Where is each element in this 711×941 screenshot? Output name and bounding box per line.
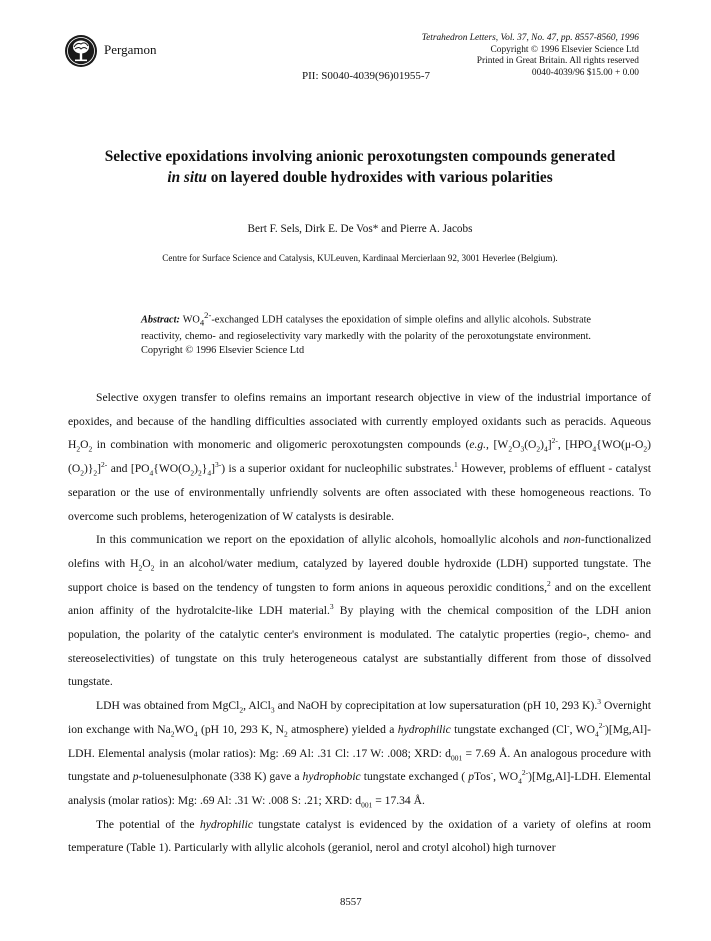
abstract-label: Abstract: xyxy=(141,314,180,326)
paragraph-3: LDH was obtained from MgCl$_2$, AlCl$_3$ and NaOH by coprecipitation at low supersaturation (pH 10, 293 K).$^3$ Overnight ion exchange with $Na_2WO_4$ (pH 10, 293 K, $N_2$ atmosphere) yielded a hydrophilic tungstate exchanged (Cl-, $WO_4^{2-})[Mg,Al]$-LDH. Elemental analysis (molar ratios): Mg: .69 Al: .31 Cl: .17 W: .008; XRD: $d_{001} = 7.69$ Å. An analogous procedure with tungstate and p-toluenesulphonate (338 K) gave a hydrophobic tungstate exchanged ( pTos-, $WO_4^{2-})[Mg,Al]$-LDH. Elemental analysis (molar ratios): Mg: .69 Al: .31 W: .008 S: .21; XRD: $d_{001} = 17.34$ Å. xyxy=(68,697,652,810)
body-text xyxy=(68,386,651,860)
copyright-line: Copyright © 1996 Elsevier Science Ltd xyxy=(490,44,639,55)
journal-info xyxy=(422,33,639,79)
issn-line: 0040-4039/96 $15.00 + 0.00 xyxy=(531,67,639,78)
publisher-name: Pergamon xyxy=(104,42,157,57)
page-number: 8557 xyxy=(340,896,362,908)
affiliation: Centre for Surface Science and Catalysis, KULeuven, Kardinaal Mercierlaan 92, 3001 Heverlee (Belgium). xyxy=(162,253,558,263)
printed-line: Printed in Great Britain. All rights reserved xyxy=(476,56,639,67)
paragraph-2: In this communication we report on the epoxidation of allylic alcohols, homoallylic alcohols and non-functionalized olefins with $H_2O_2$ in an alcohol/water medium, catalyzed by layered double hydroxide (LDH) supported tungstate. The support choice is based on the tendency of tungsten to form anions in aqueous peroxidic conditions,$^2$ and on the excellent anion affinity of the hydrotalcite-like LDH material.$^3$ By playing with the chemical composition of the LDH anion population, the polarity of the catalytic center's environment is modulated. The catalytic properties (regio-, chemo- and stereoselectivities) of tungstate on this truly heterogeneous catalyst are substantially different from those of dissolved tungstate. xyxy=(68,533,652,689)
title-italic-phrase: in situ xyxy=(167,169,207,186)
paper-title xyxy=(60,146,660,188)
pergamon-logo-icon xyxy=(64,34,98,68)
abstract-text: -exchanged LDH catalyses the epoxidation of simple olefins and allylic alcohols. Substrate reactivity, chemo- and regioselectivity vary markedly with the polarity of the peroxotungstate environment. Copyright © 1996 Elsevier Science Ltd xyxy=(141,314,591,356)
paragraph-4: The potential of the hydrophilic tungstate catalyst is evidenced by the oxidation of a variety of olefins at room temperature (Table 1). Particularly with allylic alcohols (geraniol, nerol and crotyl alcohol) high turnover xyxy=(68,817,651,855)
pii-identifier: PII: S0040-4039(96)01955-7 xyxy=(302,70,431,82)
title-line-2: on layered double hydroxides with various polarities xyxy=(206,169,553,186)
journal-citation: Tetrahedron Letters, Vol. 37, No. 47, pp. 8557-8560, 1996 xyxy=(421,33,639,43)
abstract: Abstract: $WO_4^{2-}$-exchanged LDH catalyses the epoxidation of simple olefins and allylic alcohols. Substrate reactivity, chemo- and regioselectivity vary markedly with the polarity of the peroxotungstate environment. Copyright © 1996 Elsevier Science Ltd xyxy=(141,310,591,356)
author-list: Bert F. Sels, Dirk E. De Vos* and Pierre A. Jacobs xyxy=(247,223,473,235)
paragraph-1: Selective oxygen transfer to olefins remains an important research objective in view of the industrial importance of epoxides, and because of the handling difficulties associated with currently employed oxidants such as peracids. Aqueous $H_2O_2$ in combination with monomeric and oligomeric peroxotungsten compounds (e.g., $[W_2O_3(O_2)_4]^{2-}$, $[HPO_4\{WO(\mu-O_2)(O_2)\}_2]^{2-}$ and $[PO_4\{WO(O_2)_2\}_4]^{3-}$) is a superior oxidant for nucleophilic substrates.$^1$ However, problems of effluent - catalyst separation or the use of environmentally unfriendly solvents are often associated with these homogeneous reactions. To overcome such problems, heterogenization of W catalysts is desirable. xyxy=(68,391,652,523)
title-line-1: Selective epoxidations involving anionic peroxotungsten compounds generated xyxy=(104,148,616,165)
